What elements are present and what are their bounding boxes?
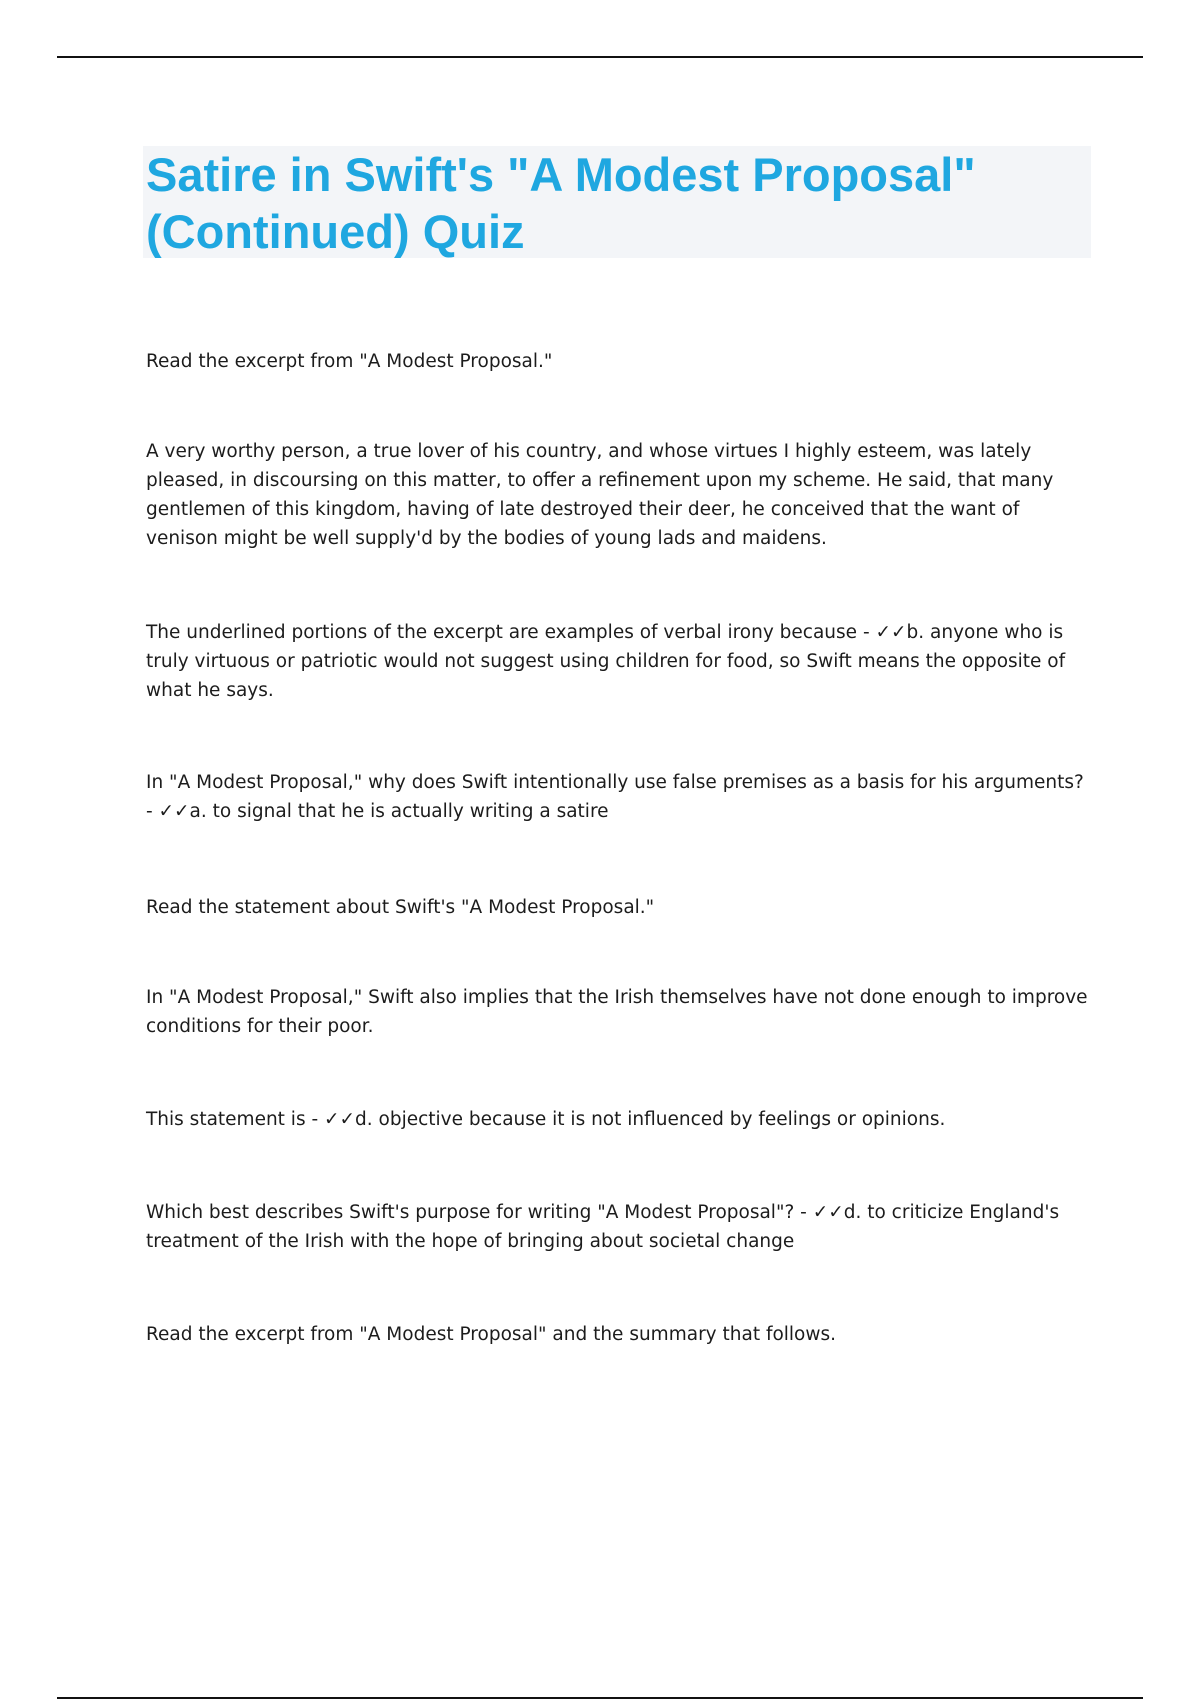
bottom-rule: [57, 1697, 1143, 1699]
paragraph-question-verbal-irony: The underlined portions of the excerpt are examples of verbal irony because - ✓✓b. anyone who is truly virtuous or patriotic would not suggest using children for food, so Swift means the opposite of what he says.: [146, 622, 1066, 701]
paragraph-read-excerpt-summary: Read the excerpt from "A Modest Proposal" and the summary that follows.: [146, 1324, 837, 1345]
paragraph-statement: In "A Modest Proposal," Swift also implies that the Irish themselves have not done enough to improve conditions for their poor.: [146, 987, 1088, 1037]
paragraph-read-statement: Read the statement about Swift's "A Modest Proposal.": [146, 897, 655, 918]
paragraph-intro-excerpt: Read the excerpt from "A Modest Proposal.": [146, 351, 553, 372]
paragraph-question-purpose: Which best describes Swift's purpose for writing "A Modest Proposal"? - ✓✓d. to criticize England's treatment of the Irish with the hope of bringing about societal change: [146, 1202, 1060, 1252]
paragraph-excerpt-quote: A very worthy person, a true lover of his country, and whose virtues I highly esteem, was lately pleased, in discoursing on this matter, to offer a refinement upon my scheme. He said, that many gentlemen of this kingdom, having of late destroyed their deer, he conceived that the want of venison might be well supply'd by the bodies of young lads and maidens.: [146, 441, 1054, 549]
top-rule: [57, 56, 1143, 58]
paragraph-question-false-premises: In "A Modest Proposal," why does Swift intentionally use false premises as a basis for his arguments? - ✓✓a. to signal that he is actually writing a satire: [146, 772, 1084, 822]
document-title: Satire in Swift's "A Modest Proposal" (Continued) Quiz: [146, 148, 976, 258]
paragraph-statement-answer: This statement is - ✓✓d. objective because it is not influenced by feelings or opinions.: [146, 1109, 946, 1130]
